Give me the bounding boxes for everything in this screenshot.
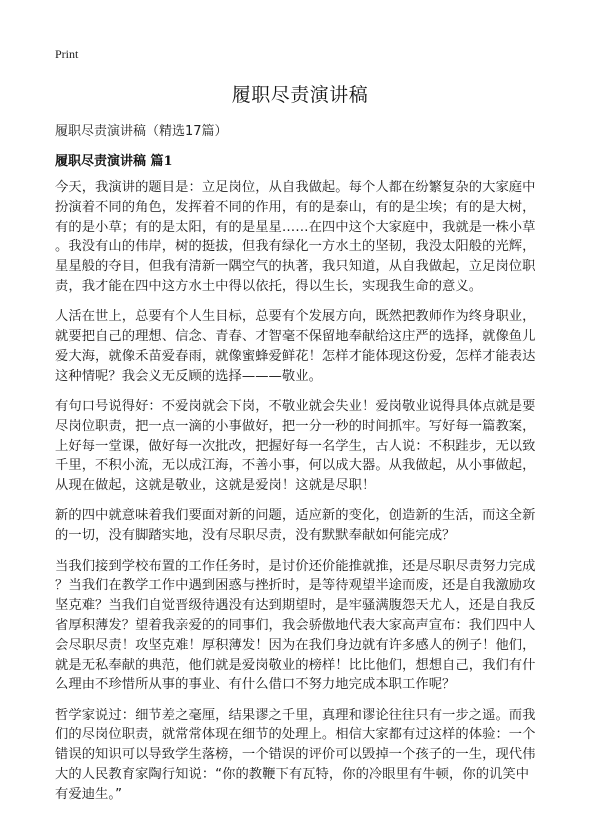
paragraph-1: [55, 178, 555, 297]
text-line: 当我们接到学校布置的工作任务时，是讨价还价能推就推，还是尽职尽责努力完成: [55, 558, 536, 574]
text-line: 爱大海，就像禾苗爱春雨，就像蜜蜂爱鲜花！怎样才能体现这份爱，怎样才能表达: [55, 348, 536, 364]
print-label: Print: [55, 47, 79, 61]
paragraph-6: [55, 706, 555, 805]
text-line: 责，我才能在四中这方水土中得以依托，得以生长，实现我生命的意义。: [55, 278, 483, 294]
text-line: 扮演着不同的角色，发挥着不同的作用，有的是泰山，有的是尘埃；有的是大树，: [55, 199, 536, 215]
text-line: 上好每一堂课，做好每一次批改，把握好每一名学生，古人说：不积跬步，无以致: [55, 438, 536, 454]
paragraph-4: [55, 506, 555, 546]
text-line: 。我没有山的伟岸，树的挺拔，但我有绿化一方水土的坚韧，我没太阳般的光辉，: [55, 239, 536, 255]
text-line: 大的人民教育家陶行知说：“你的教鞭下有瓦特，你的冷眼里有牛顿，你的讥笑中: [55, 767, 530, 783]
text-line: 有爱迪生。”: [55, 786, 123, 802]
text-line: 就要把自己的理想、信念、青春、才智毫不保留地奉献给这庄严的选择，就像鱼儿: [55, 329, 536, 345]
text-line: 会尽职尽责！攻坚克难！厚积薄发！因为在我们身边就有许多感人的例子！他们，: [55, 637, 536, 653]
text-line: 么理由不珍惜所从事的事业、有什么借口不努力地完成本职工作呢？: [55, 677, 456, 693]
document-subtitle: 履职尽责演讲稿（精选17篇）: [55, 124, 228, 139]
text-line: 这种情呢？我会义无反顾的选择———敬业。: [55, 368, 322, 384]
text-line: 从现在做起，这就是敬业，这就是爱岗！这就是尽职！: [55, 478, 376, 494]
text-line: 的一切，没有脚踏实地，没有尽职尽责，没有默默奉献如何能完成？: [55, 528, 456, 544]
text-line: 千里，不积小流，无以成江海，不善小事，何以成大器。从我做起，从小事做起，: [55, 458, 536, 474]
document-title: 履职尽责演讲稿: [231, 84, 369, 106]
text-line: 有的是小草；有的是太阳，有的是星星……在四中这个大家庭中，我就是一株小草: [55, 219, 536, 235]
text-line: 错误的知识可以导致学生落榜，一个错误的评价可以毁掉一个孩子的一生，现代伟: [55, 747, 536, 763]
text-line: 人活在世上，总要有个人生目标，总要有个发展方向，既然把教师作为终身职业，: [55, 309, 536, 325]
text-line: 新的四中就意味着我们要面对新的问题，适应新的变化，创造新的生活，而这全新: [55, 508, 536, 524]
text-line: 星星般的夺目，但我有清新一隅空气的执著，我只知道，从自我做起，立足岗位职: [55, 259, 536, 275]
section-heading: 履职尽责演讲稿 篇1: [55, 154, 173, 169]
text-line: 坚克难？当我们自觉晋级待遇没有达到期望时，是牢骚满腹怨天尤人，还是自我反: [55, 598, 536, 614]
paragraph-5: [55, 557, 555, 696]
text-line: ？当我们在教学工作中遇到困惑与挫折时，是等待观望半途而废，还是自我激励攻: [55, 578, 536, 594]
text-line: 尽岗位职责，把一点一滴的小事做好，把一分一秒的时间抓牢。写好每一篇教案，: [55, 418, 536, 434]
text-line: 哲学家说过：细节差之毫厘，结果谬之千里，真理和谬论往往只有一步之遥。而我: [55, 707, 536, 723]
text-line: 有句口号说得好：不爱岗就会下岗，不敬业就会失业！爱岗敬业说得具体点就是要: [55, 398, 536, 414]
paragraph-3: [55, 397, 555, 496]
text-line: 们的尽岗位职责，就常常体现在细节的处理上。相信大家都有过这样的体验：一个: [55, 727, 536, 743]
text-line: 今天，我演讲的题目是：立足岗位，从自我做起。每个人都在纷繁复杂的大家庭中: [55, 180, 536, 195]
paragraph-2: [55, 307, 555, 386]
body-text: [55, 178, 555, 815]
text-line: 省厚积薄发？望着我亲爱的的同事们，我会骄傲地代表大家高声宣布：我们四中人: [55, 617, 536, 633]
text-line: 就是无私奉献的典范，他们就是爱岗敬业的榜样！比比他们，想想自己，我们有什: [55, 657, 536, 673]
